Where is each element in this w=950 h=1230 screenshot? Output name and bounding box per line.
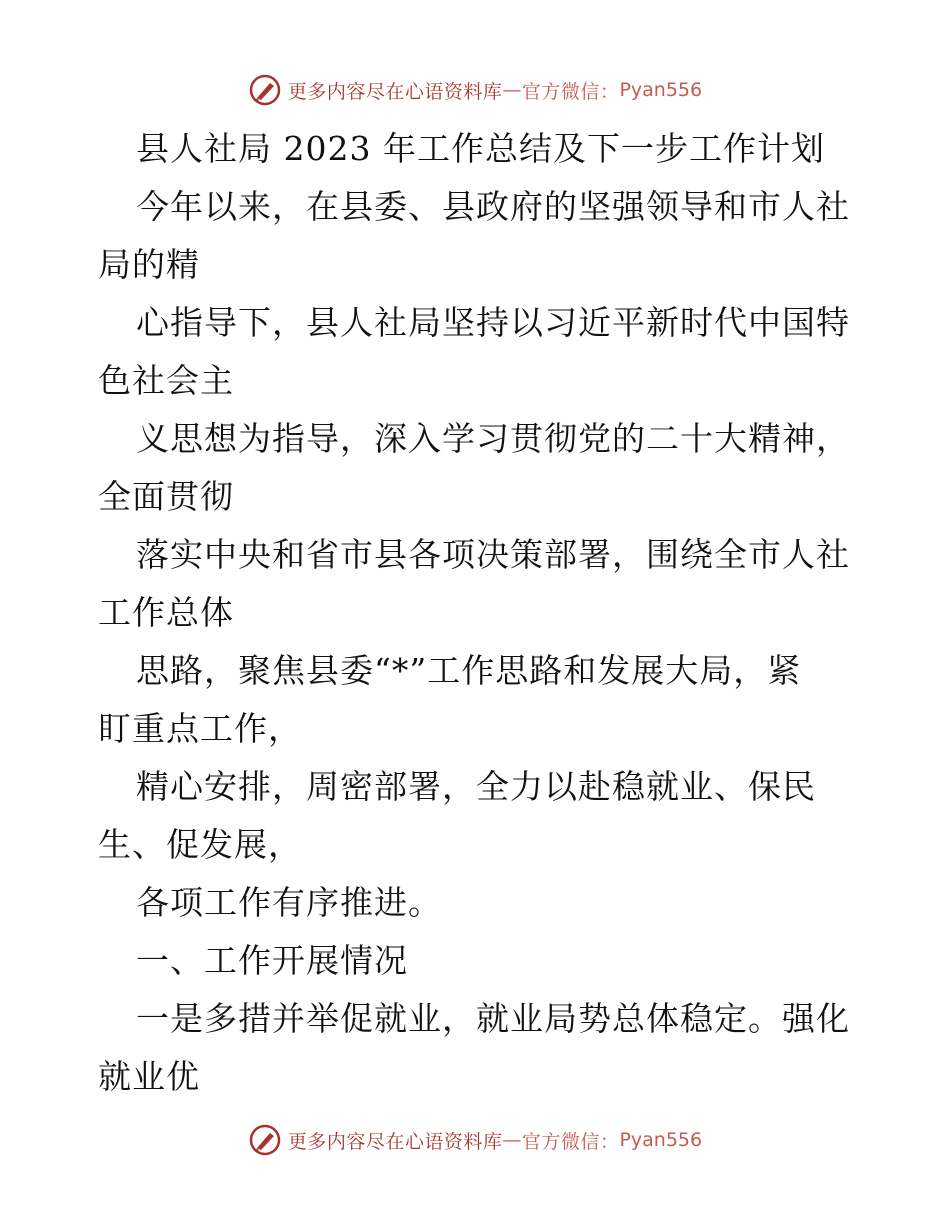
paragraph-line: 义思想为指导，深入学习贯彻党的二十大精神，	[136, 419, 850, 458]
paragraph-line: 心指导下，县人社局坚持以习近平新时代中国特	[136, 303, 850, 342]
pen-logo-icon	[248, 1123, 282, 1157]
pen-logo-icon	[248, 73, 282, 107]
paragraph-line: 思路，聚焦县委“*”工作思路和发展大局，紧	[136, 651, 802, 690]
watermark-dash: —	[502, 79, 522, 101]
watermark-wechat-id: Pyan556	[619, 79, 703, 101]
section-heading: 一、工作开展情况	[136, 941, 408, 980]
watermark-main-text: 更多内容尽在心语资料库	[287, 1130, 503, 1153]
paragraph-line: 生、促发展，	[98, 825, 302, 864]
watermark-dash: —	[502, 1129, 522, 1151]
document-title: 县人社局 2023 年工作总结及下一步工作计划	[136, 129, 825, 168]
paragraph-line: 工作总体	[98, 593, 234, 632]
watermark-main-text: 更多内容尽在心语资料库	[287, 80, 503, 103]
paragraph-line: 一是多措并举促就业，就业局势总体稳定。强化	[136, 999, 850, 1038]
paragraph-line: 落实中央和省市县各项决策部署，围绕全市人社	[136, 535, 850, 574]
paragraph-line: 就业优	[98, 1057, 200, 1096]
paragraph-line: 全面贯彻	[98, 477, 234, 516]
watermark-wechat-id: Pyan556	[619, 1129, 703, 1151]
paragraph-line: 色社会主	[98, 361, 234, 400]
watermark-header	[0, 70, 950, 110]
paragraph-line: 今年以来，在县委、县政府的坚强领导和市人社	[136, 187, 850, 226]
paragraph-line: 局的精	[98, 245, 200, 284]
paragraph-line: 各项工作有序推进。	[136, 883, 442, 922]
document-body	[98, 120, 858, 1106]
watermark-footer	[0, 1120, 950, 1160]
paragraph-line: 盯重点工作，	[98, 709, 302, 748]
paragraph-line: 精心安排，周密部署，全力以赴稳就业、保民	[136, 767, 816, 806]
watermark-sub-text: 官方微信：	[521, 80, 620, 103]
watermark-sub-text: 官方微信：	[521, 1130, 620, 1153]
